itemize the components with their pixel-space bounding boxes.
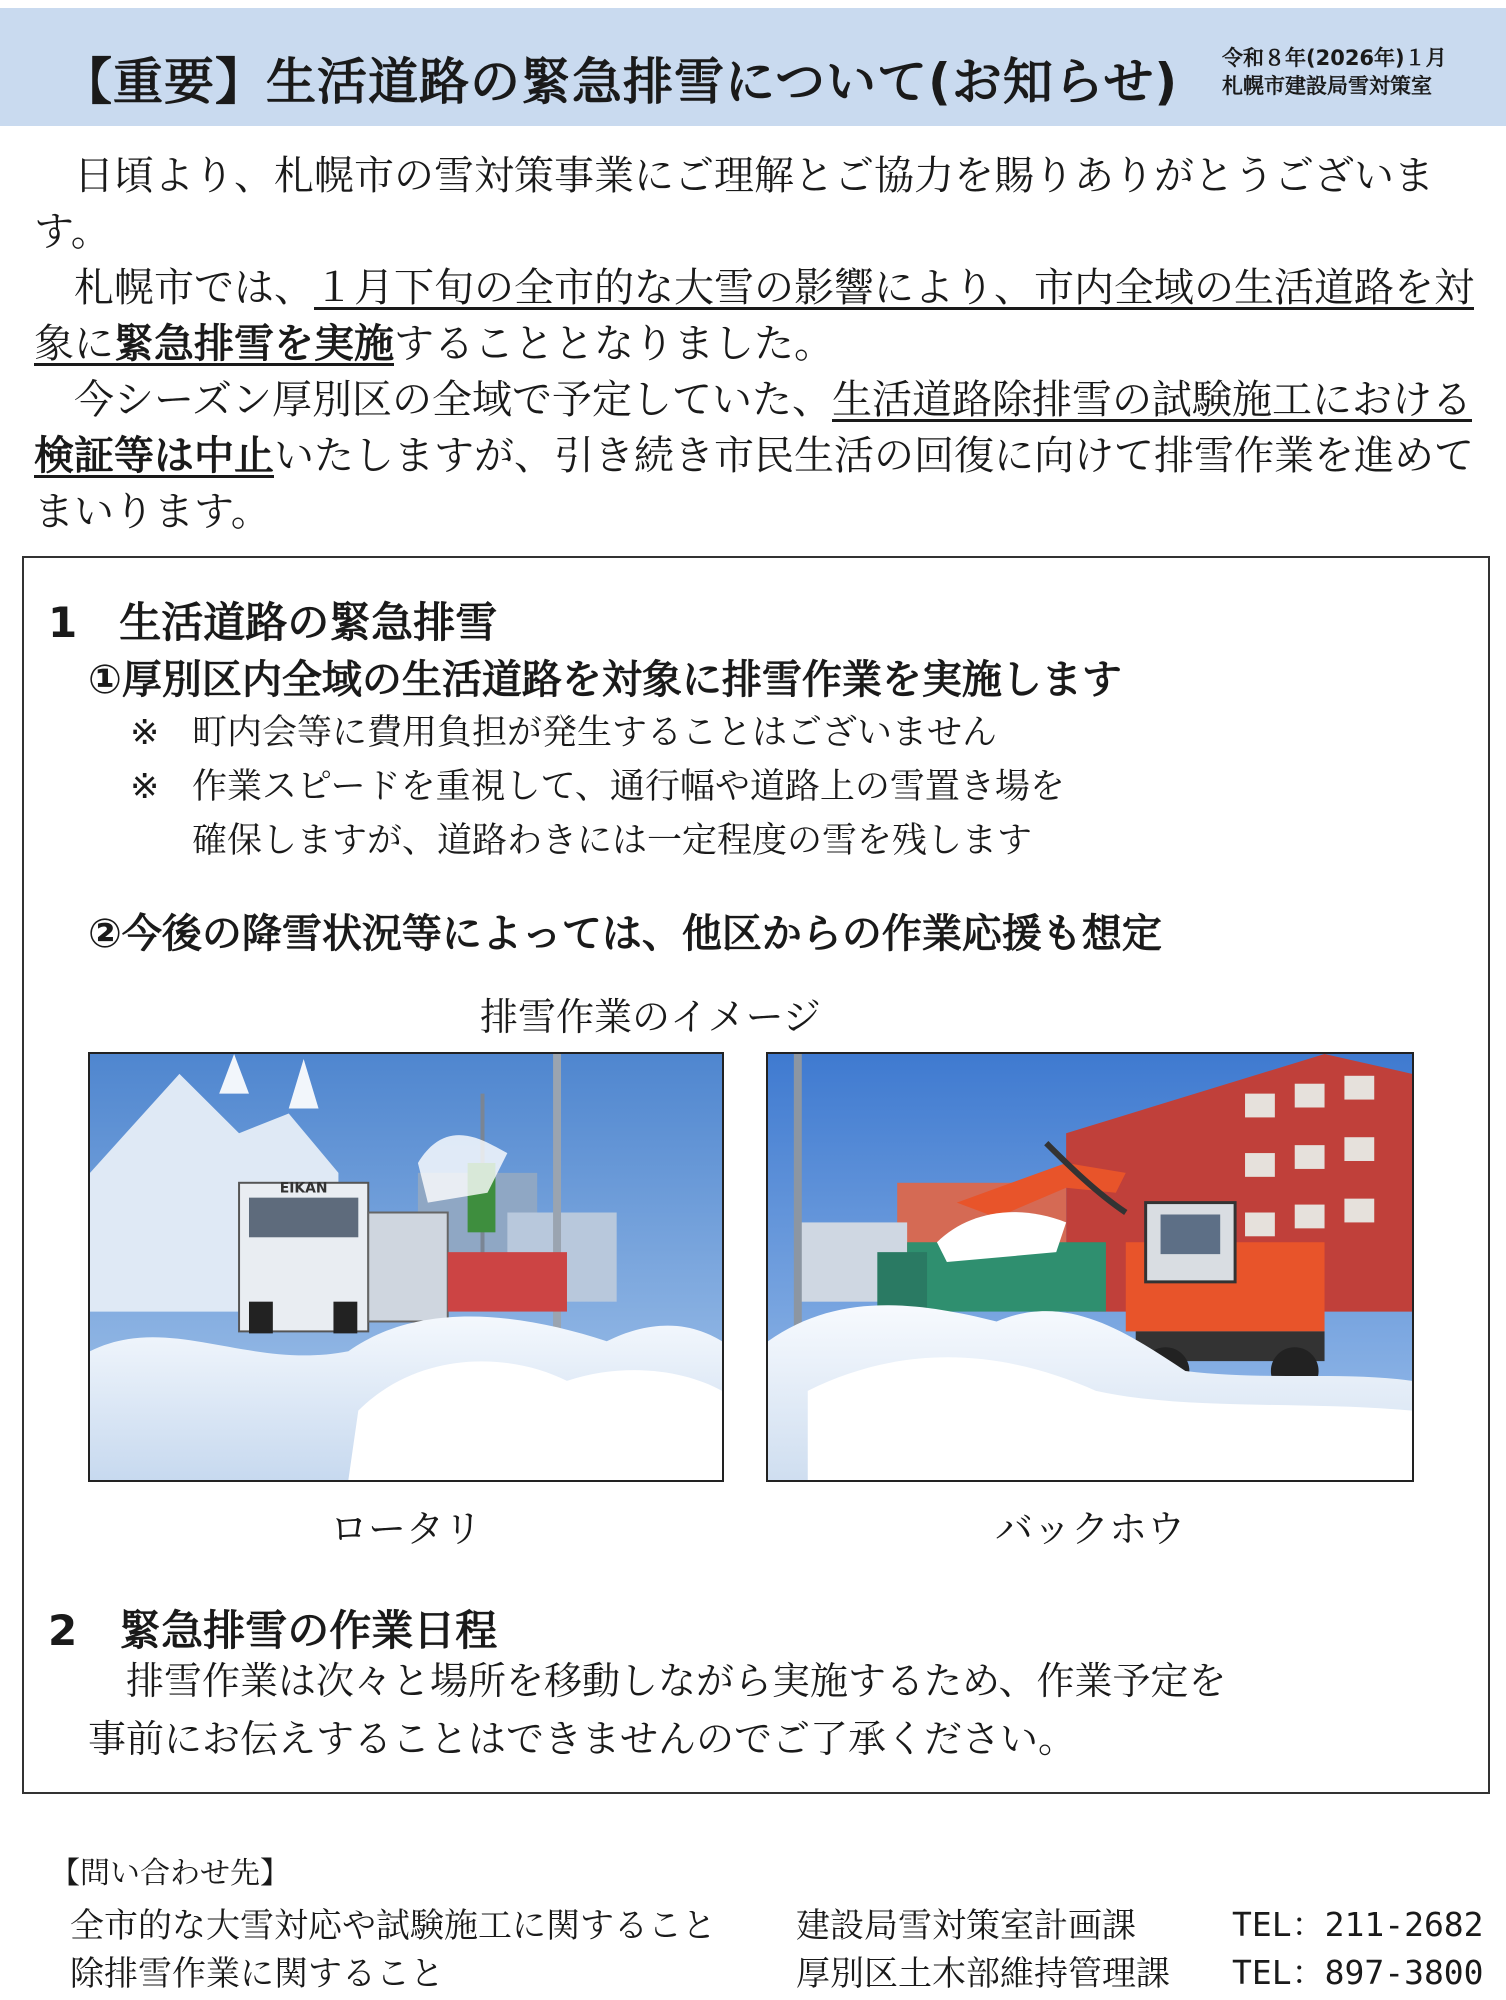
page-title: 【重要】生活道路の緊急排雪について(お知らせ) <box>62 53 1179 111</box>
truck-lettering: EIKAN <box>279 1180 328 1197</box>
intro-text <box>34 148 1474 540</box>
photo-backhoe-label: バックホウ <box>994 1507 1185 1551</box>
section-2-line-2: 事前にお伝えすることはできませんのでご了承ください。 <box>88 1717 1077 1761</box>
photo-rotary <box>88 1052 724 1482</box>
note-1-text: 町内会等に費用負担が発生することはございません <box>192 713 998 753</box>
issuer-name: 札幌市建設局雪対策室 <box>1222 74 1432 98</box>
intro-p2-post: することとなりました。 <box>394 321 834 367</box>
note-1 <box>130 706 1430 760</box>
contact-dept-2: 厚別区土木部維持管理課 <box>796 1954 1170 1994</box>
note-2-text-1: 作業スピードを重視して、通行幅や道路上の雪置き場を <box>192 767 1065 807</box>
contact-topic-2: 除排雪作業に関すること <box>70 1954 444 1994</box>
photo-backhoe <box>766 1052 1414 1482</box>
contact-tel-1: TEL：211-2682 <box>1232 1905 1484 1944</box>
issue-date: 令和８年(2026年)１月 <box>1222 46 1447 70</box>
backhoe-photo-illustration <box>768 1054 1412 1480</box>
image-caption: 排雪作業のイメージ <box>480 995 821 1039</box>
intro-paragraph-1: 日頃より、札幌市の雪対策事業にご理解とご協力を賜りありがとうございます。 <box>34 153 1434 255</box>
intro-p2-underlined: １月下旬の全市的な大雪の影響により、市内全域の生活道路を対象に <box>34 265 1474 367</box>
header-banner <box>0 8 1506 126</box>
section-2-title: 2 緊急排雪の作業日程 <box>48 1606 498 1655</box>
section-1-item-1: ①厚別区内全域の生活道路を対象に排雪作業を実施します <box>88 657 1122 703</box>
intro-p3-post: いたしますが、引き続き市民生活の回復に向けて排雪作業を進めてまいります。 <box>34 433 1474 535</box>
contact-topic-1: 全市的な大雪対応や試験施工に関すること <box>70 1906 716 1946</box>
section-2-text <box>88 1652 1438 1768</box>
section-2-line-1: 排雪作業は次々と場所を移動しながら実施するため、作業予定を <box>126 1659 1227 1703</box>
note-mark: ※ <box>130 713 160 753</box>
section-1-title: 1 生活道路の緊急排雪 <box>48 598 498 647</box>
contact-dept-1: 建設局雪対策室計画課 <box>796 1906 1136 1946</box>
issue-info <box>1222 44 1497 100</box>
photo-rotary-label: ロータリ <box>329 1507 482 1551</box>
section-1-item-2: ②今後の降雪状況等によっては、他区からの作業応援も想定 <box>88 911 1162 957</box>
contact-tel-2: TEL：897-3800 <box>1232 1953 1484 1992</box>
intro-p3-pre: 今シーズン厚別区の全域で予定していた、 <box>74 377 832 423</box>
contact-heading: 【問い合わせ先】 <box>50 1856 290 1891</box>
intro-p2-pre: 札幌市では、 <box>74 265 314 311</box>
note-mark: ※ <box>130 767 160 807</box>
intro-paragraph-2 <box>34 260 1474 372</box>
intro-p3-emphasis: 検証等は中止 <box>34 433 274 479</box>
rotary-photo-illustration <box>90 1054 722 1480</box>
intro-p3-underlined: 生活道路除排雪の試験施工における <box>832 377 1472 423</box>
intro-p2-emphasis: 緊急排雪を実施 <box>114 321 394 367</box>
intro-paragraph-3 <box>34 372 1474 540</box>
note-2 <box>130 760 1430 868</box>
note-2-text-2: 確保しますが、道路わきには一定程度の雪を残します <box>192 821 1033 861</box>
